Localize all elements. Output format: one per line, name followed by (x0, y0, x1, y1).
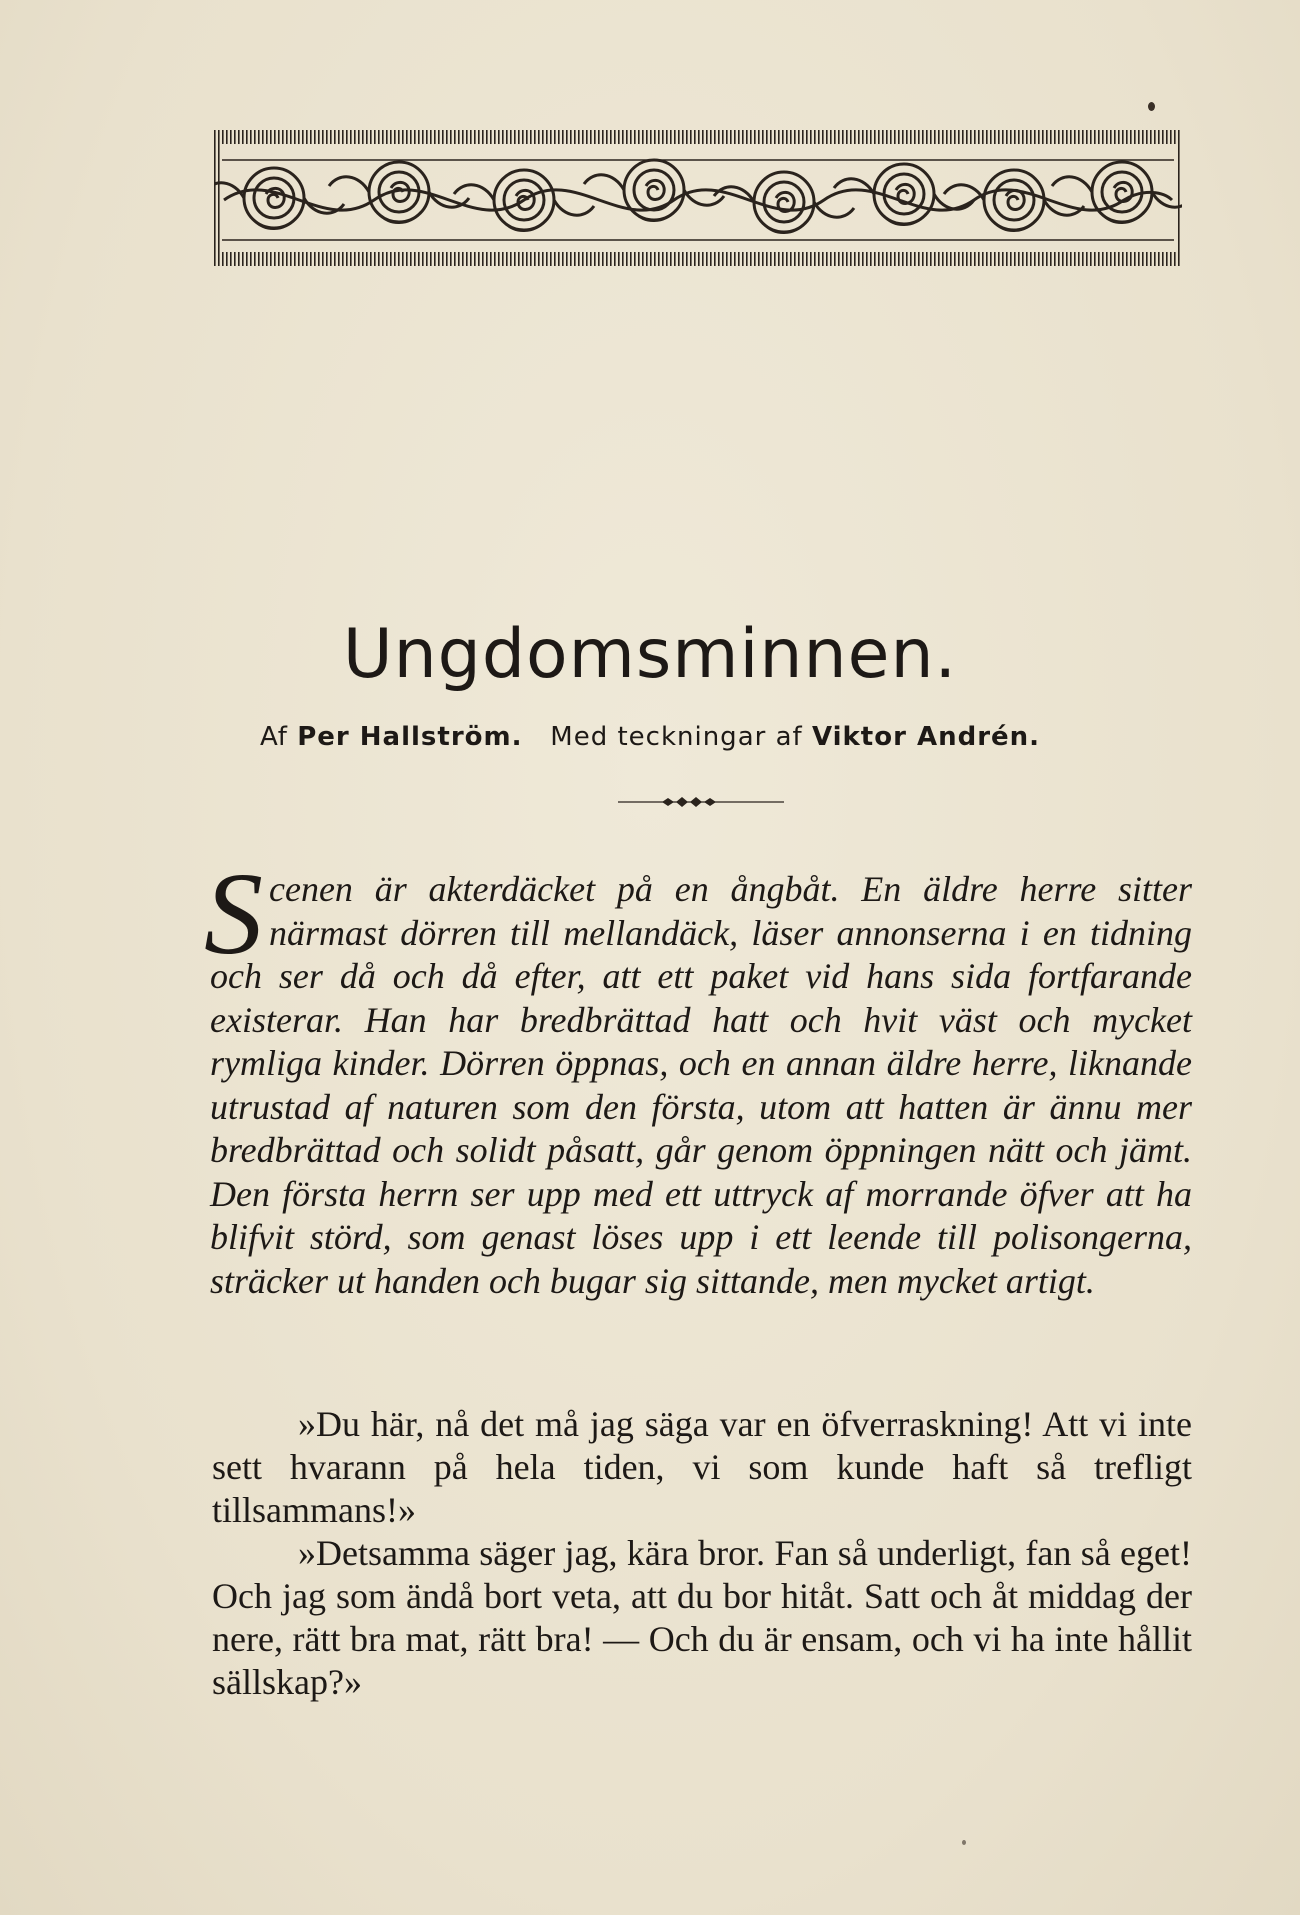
stage-direction-text: cenen är akterdäcket på en ångbåt. En äldre herre sitter närmast dörren till mellandäck, läser annonserna i en tidning och ser då och då efter, att ett paket vid hans sida fortfarande existerar. Han har bredbrättad hatt och hvit väst och mycket rymliga kinder. Dörren öppnas, och en annan äldre herre, liknande utrustad af naturen som den första, utom att hatten är ännu mer bredbrättad och solidt påsatt, går genom öppningen nätt och jämt. Den första herrn ser upp med ett uttryck af morrande öfver att ha blifvit störd, som genast löses upp i ett leende till polisongerna, sträcker ut handen och bugar sig sittande, men mycket artigt. (210, 869, 1192, 1301)
ornamental-headband (214, 130, 1182, 266)
byline-af: Af (259, 722, 288, 752)
byline-author: Per Hallström. (297, 722, 523, 752)
section-divider (618, 796, 784, 808)
byline-illustrator: Viktor Andrén. (811, 722, 1041, 752)
dialogue-line-1: »Du här, nå det må jag säga var en öfverraskning! Att vi inte sett hvarann på hela tiden, vi som kunde haft så trefligt tillsammans!» (212, 1404, 1192, 1530)
dialogue-paragraph (212, 1403, 1192, 1532)
paper-speck (962, 1840, 966, 1845)
article-title: Ungdomsminnen. (342, 615, 958, 694)
dialogue-paragraph (212, 1532, 1192, 1704)
paper-speck (1148, 102, 1155, 111)
drop-cap: S (204, 848, 263, 979)
byline (0, 722, 1300, 752)
dialogue-line-2: »Detsamma säger jag, kära bror. Fan så underligt, fan så eget! Och jag som ändå bort veta, att du bor hitåt. Satt och åt middag der nere, rätt bra mat, rätt bra! — Och du är ensam, och vi ha inte hållit sällskap?» (212, 1533, 1192, 1702)
stage-direction (204, 848, 1192, 1303)
byline-med: Med teckningar af (550, 722, 803, 752)
